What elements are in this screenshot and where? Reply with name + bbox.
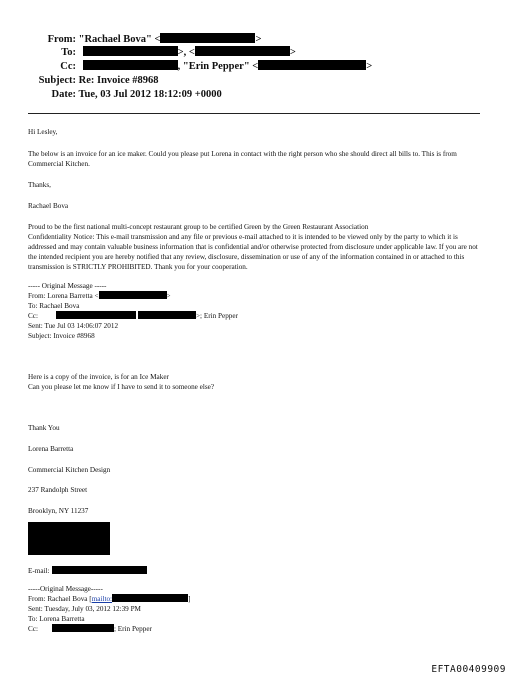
cc-value: , "Erin Pepper" <	[177, 61, 259, 72]
signature-name: Rachael Bova	[28, 202, 69, 210]
green-certification: Proud to be the first national multi-concept restaurant group to be certified Green by the Green Restaurant Association	[28, 223, 369, 231]
original-message-2-heading: -----Original Message-----	[28, 585, 103, 593]
cc-label: Cc:	[60, 61, 76, 72]
original-2-from-text: From: Rachael Bova [	[28, 595, 92, 603]
redaction	[83, 46, 178, 56]
mailto-link[interactable]: mailto:	[91, 595, 113, 603]
redaction	[195, 46, 290, 56]
header-subject	[0, 74, 159, 87]
redaction	[160, 33, 255, 43]
to-label: To:	[61, 47, 76, 58]
redaction	[52, 624, 114, 632]
header-date	[0, 88, 222, 101]
header-divider	[28, 113, 480, 114]
original-from-close: >	[166, 292, 171, 300]
original-from-text: From: Lorena Barretta <	[28, 292, 99, 300]
original-2-cc	[28, 624, 152, 634]
redaction	[138, 311, 196, 319]
subject-label: Subject:	[38, 75, 76, 86]
lorena-name: Lorena Barretta	[28, 445, 74, 453]
redaction	[28, 522, 110, 555]
original-cc	[28, 311, 238, 321]
to-sep: >, <	[177, 47, 195, 58]
redaction	[83, 60, 178, 70]
lorena-street: 237 Randolph Street	[28, 486, 88, 494]
subject-value: Re: Invoice #8968	[78, 75, 159, 86]
header-cc	[0, 60, 372, 73]
header-from	[0, 33, 261, 46]
original-2-cc-tail: ; Erin Pepper	[113, 625, 152, 633]
original-2-from	[28, 594, 190, 604]
original-cc-tail: >; Erin Pepper	[195, 312, 238, 320]
cc-close: >	[366, 61, 373, 72]
original-message-heading: ----- Original Message -----	[28, 282, 107, 290]
redaction	[52, 566, 147, 574]
original-to: To: Rachael Bova	[28, 302, 80, 310]
header-to	[0, 46, 296, 59]
lorena-email	[28, 566, 147, 576]
original-2-bracket: ]	[188, 595, 191, 603]
from-label: From:	[47, 34, 76, 45]
thanks-line: Thanks,	[28, 181, 51, 189]
date-value: Tue, 03 Jul 2012 18:12:09 +0000	[78, 89, 222, 100]
lorena-line-1: Here is a copy of the invoice, is for an Ice Maker	[28, 373, 169, 381]
body-paragraph: The below is an invoice for an ice maker. Could you please put Lorena in contact with the right person who she should direct all bills to. This is from Commercial Kitchen.	[28, 150, 457, 168]
redaction	[112, 594, 191, 603]
original-2-cc-label: Cc:	[28, 625, 38, 633]
to-close: >	[289, 47, 296, 58]
original-2-to: To: Lorena Barretta	[28, 615, 85, 623]
from-value: "Rachael Bova" <	[78, 34, 161, 45]
email-label: E-mail:	[28, 567, 50, 575]
original-2-sent: Sent: Tuesday, July 03, 2012 12:39 PM	[28, 605, 141, 613]
lorena-city: Brooklyn, NY 11237	[28, 507, 89, 515]
confidentiality-notice: Confidentiality Notice: This e-mail transmission and any file or previous e-mail attached to it is intended to be viewed only by the party to which it is addressed and may contain valuable business information that is confidential and/or otherwise protected from disclosure under applicable law. If you are not the intended recipient you are hereby notified that any review, disclosure, dissemination or use of any of the information contained in or attached to this transmission is STRICTLY PROHIBITED. Thank you for your cooperation.	[28, 233, 478, 271]
lorena-company: Commercial Kitchen Design	[28, 466, 111, 474]
redaction	[258, 60, 366, 70]
lorena-line-2: Can you please let me know if I have to send it to someone else?	[28, 383, 215, 391]
date-label: Date:	[51, 89, 76, 100]
greeting: Hi Lesley,	[28, 128, 58, 136]
lorena-thank-you: Thank You	[28, 424, 60, 432]
bates-number: EFTA00409909	[431, 664, 506, 675]
from-close: >	[255, 34, 262, 45]
original-sent: Sent: Tue Jul 03 14:06:07 2012	[28, 322, 119, 330]
redaction	[56, 311, 136, 319]
original-from	[28, 291, 171, 301]
redaction	[99, 291, 167, 299]
original-subject: Subject: Invoice #8968	[28, 332, 95, 340]
original-cc-label: Cc:	[28, 312, 38, 320]
